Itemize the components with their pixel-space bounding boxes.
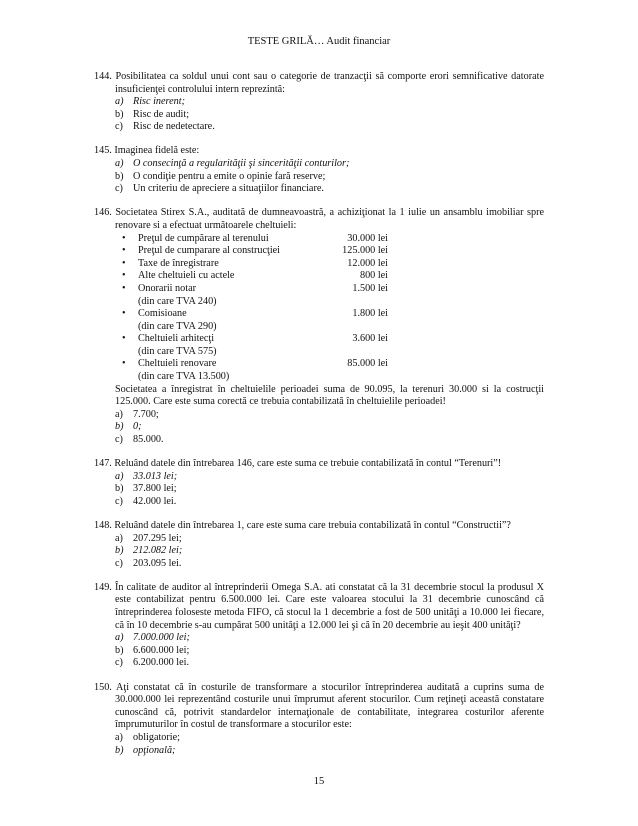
cost-name: Preţul de cumpărare al terenului [138,232,269,244]
bullet-icon: • [122,232,126,244]
answer-option-a [94,158,544,171]
cost-item-vat: (din care TVA 240) [138,295,217,307]
cost-item [122,258,544,271]
question-text: 150. Aţi constatat că în costurile de transformare a stocurilor întreprinderea auditată a cuprins suma de 30.000.000 lei reprezentând costurile unui împrumut aferent stocurilor. Cum reţineţi această constatare cunoscând că, potrivit standardelor internaţionale de contabilitate, integrarea costurilor aferente împrumuturilor în costul de transformare a stocurilor este: [94,681,544,731]
option-text: 37.800 lei; [133,483,177,495]
cost-item-vat: (din care TVA 13.500) [138,371,230,383]
option-text: 7.000.000 lei; [133,632,190,644]
cost-name: Cheltuieli arhitecţi [138,333,215,345]
option-letter: a) [115,731,123,743]
cost-item [122,308,544,321]
answer-options [94,158,544,196]
option-text: 0; [133,421,142,433]
cost-item [122,333,544,346]
cost-value: 1.800 lei [352,308,388,320]
option-letter: a) [115,532,123,544]
bullet-icon: • [122,257,126,269]
option-text: 207.295 lei; [133,532,182,544]
option-letter: b) [115,545,124,557]
question-text: 148. Reluând datele din întrebarea 1, care este suma care trebuia contabilizată în contul “Constructii”? [94,520,511,531]
cost-item [122,283,544,296]
bullet-icon: • [122,333,126,345]
cost-value: 1.500 lei [352,282,388,294]
question-150 [94,682,544,758]
option-text: O condiţie pentru a emite o opinie fară reserve; [133,170,326,182]
answer-option-c [94,183,544,196]
option-text: opţională; [133,744,176,756]
option-text: obligatorie; [133,731,180,743]
page-content [94,71,544,769]
option-letter: c) [115,434,123,446]
option-letter: c) [115,183,123,195]
bullet-icon: • [122,358,126,370]
bullet-icon: • [122,245,126,257]
bullet-icon: • [122,270,126,282]
cost-name: Alte cheltuieli cu actele [138,270,235,282]
option-letter: a) [115,408,123,420]
cost-item [122,233,544,246]
option-letter: b) [115,170,124,182]
cost-item [122,270,544,283]
option-text: 6.200.000 lei. [133,657,190,669]
answer-option-a [94,471,544,484]
answer-options [94,632,544,670]
option-text: 7.700; [133,408,159,420]
option-text: O consecinţă a regularităţii şi sincerităţii conturilor; [133,158,350,170]
question-text: 145. Imaginea fidelă este: [94,145,200,157]
answer-options [94,732,544,757]
cost-value: 12.000 lei [347,257,388,269]
answer-option-c [94,434,544,447]
option-text: 6.600.000 lei; [133,644,190,656]
option-text: 33.013 lei; [133,470,178,482]
answer-options [94,409,544,447]
cost-value: 85.000 lei [347,358,388,370]
answer-options [94,471,544,509]
option-text: 203.095 lei. [133,557,182,569]
answer-option-b [94,109,544,122]
question-149 [94,582,544,670]
cost-value: 3.600 lei [352,333,388,345]
question-text: 149. În calitate de auditor al întreprinderii Omega S.A. ati constatat că la 31 decembrie stocul la produsul X este contabilizat pentru 6.500.000 lei. Care este valoarea stocului la 31 decembrie cunoscând că întreprinderea foloseste metoda FIFO, că stocul la 1 decembrie a fost de 500 unităţi a 10.000 lei fiecare, că în 10 decembrie s-au cumpărat 500 unităţi a 12.000 lei şi că în 20 decembrie au ieşit 400 unităţi? [94,581,544,631]
question-note: Societatea a înregistrat în cheltuielile perioadei suma de 90.095, la terenuri 30.000 si la costrucţii 125.000. Care este suma corectă ce trebuia contabilizată în cheltuielile perioadei! [115,383,544,408]
answer-option-b [94,421,544,434]
answer-option-a [94,409,544,422]
option-letter: a) [115,96,124,108]
option-letter: a) [115,158,124,170]
answer-option-c [94,657,544,670]
page-number: 15 [313,776,325,787]
cost-name: Comisioane [138,308,187,320]
cost-name: Preţul de cumparare al construcţiei [138,245,280,257]
option-text: Risc de audit; [133,108,190,120]
option-text: 42.000 lei. [133,495,177,507]
answer-option-b [94,171,544,184]
option-letter: a) [115,632,124,644]
question-147 [94,458,544,508]
answer-option-b [94,645,544,658]
question-text: 146. Societatea Stirex S.A., auditată de dumneavoastră, a achiziţionat la 1 iulie un ansamblu imobiliar spre renovare si a efectuat următoarele cheltuieli: [94,207,544,231]
answer-option-b [94,745,544,758]
answer-option-c [94,558,544,571]
option-letter: c) [115,557,123,569]
option-letter: a) [115,470,124,482]
question-text: 144. Posibilitatea ca soldul unui cont sau o categorie de tranzacţii să comporte erori semnificative datorate insuficienţei controlului intern reprezintă: [94,71,544,95]
option-letter: b) [115,744,124,756]
question-text: 147. Reluând datele din întrebarea 146, care este suma ce trebuie contabilizată în contul “Terenuri”! [94,458,502,470]
answer-option-c [94,121,544,134]
option-letter: b) [115,644,124,656]
cost-list [122,233,544,384]
answer-options [94,533,544,571]
answer-option-a [94,632,544,645]
bullet-icon: • [122,282,126,294]
question-144 [94,71,544,134]
bullet-icon: • [122,308,126,320]
cost-item-vat: (din care TVA 290) [138,320,217,332]
option-letter: b) [115,108,124,120]
answer-option-a [94,533,544,546]
option-text: Risc inerent; [133,96,185,108]
question-146 [94,207,544,446]
cost-name: Cheltuieli renovare [138,358,217,370]
answer-options [94,96,544,134]
cost-name: Taxe de înregistrare [138,257,219,269]
cost-value: 800 lei [359,270,388,282]
cost-name: Onorarii notar [138,282,196,294]
option-text: 212.082 lei; [133,545,183,557]
answer-option-c [94,496,544,509]
cost-item [122,245,544,258]
option-letter: c) [115,121,123,133]
option-letter: c) [115,495,123,507]
answer-option-a [94,732,544,745]
answer-option-b [94,483,544,496]
option-text: Risc de nedetectare. [133,121,215,133]
option-text: Un criteriu de apreciere a situaţiilor financiare. [133,183,324,195]
answer-option-a [94,96,544,109]
answer-option-b [94,545,544,558]
question-148 [94,520,544,570]
option-letter: b) [115,421,124,433]
cost-value: 125.000 lei [342,245,388,257]
cost-item [122,358,544,371]
cost-item-vat: (din care TVA 575) [138,345,217,357]
page-header: TESTE GRILĂ… Audit financiar [247,36,391,47]
cost-value: 30.000 lei [347,232,388,244]
option-text: 85.000. [133,434,164,446]
option-letter: c) [115,657,123,669]
option-letter: b) [115,483,124,495]
question-145 [94,145,544,195]
